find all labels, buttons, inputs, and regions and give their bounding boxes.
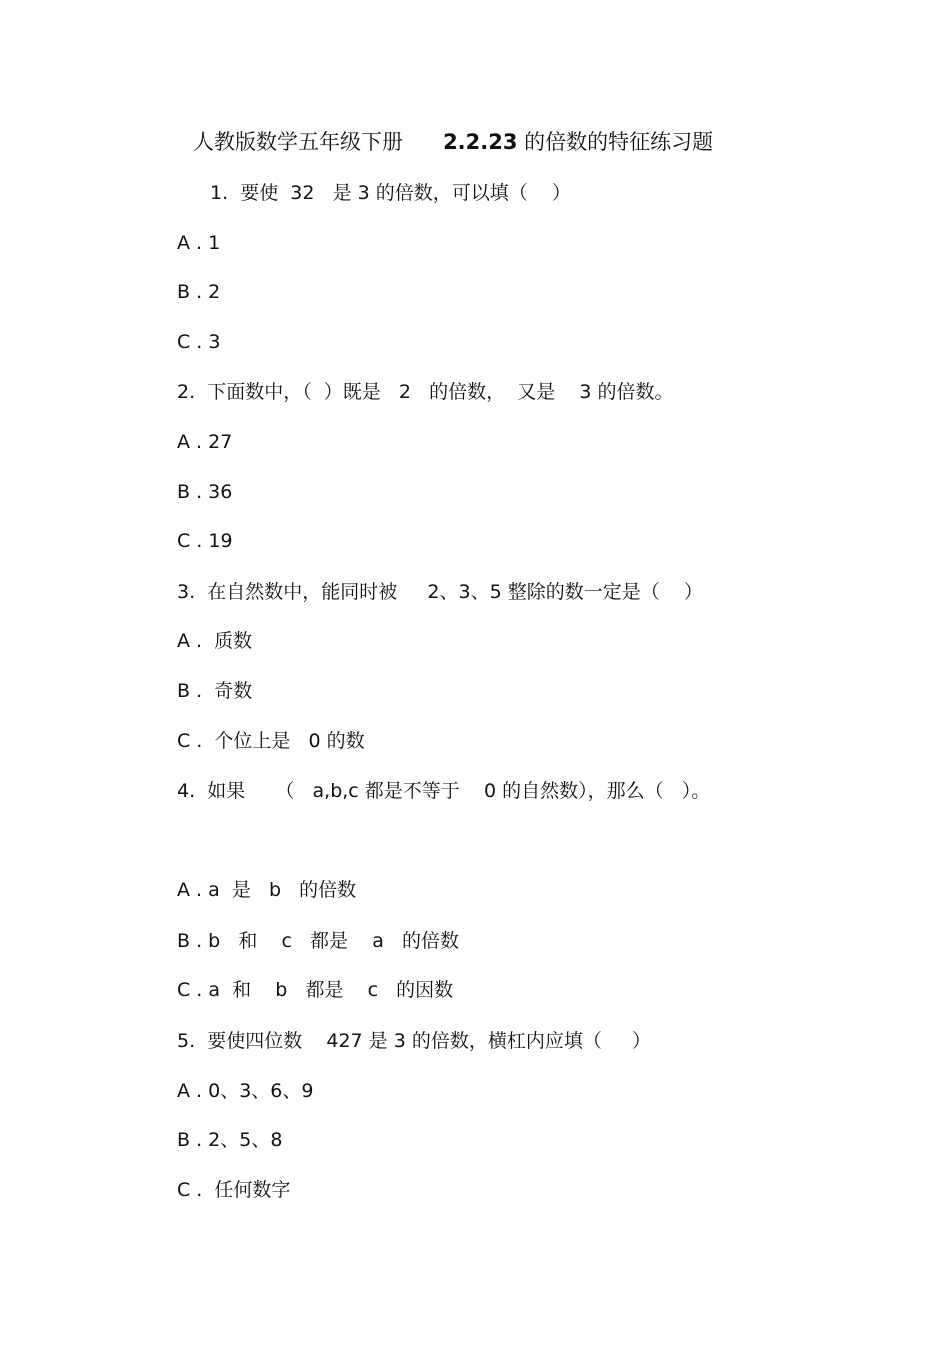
title-prefix: 人教版数学五年级下册: [193, 130, 444, 154]
question-5-option-a: A . 0、3、6、9: [177, 1080, 314, 1102]
question-4-option-c: C . a 和 b 都是 c 的因数: [177, 979, 454, 1001]
question-3-stem: 3. 在自然数中，能同时被 2、3、5 整除的数一定是（ ）: [177, 581, 703, 603]
title-suffix: 的倍数的特征练习题: [517, 130, 714, 154]
question-5-option-c: C . 任何数字: [177, 1179, 291, 1201]
question-3-option-b: B . 奇数: [177, 680, 253, 702]
question-4-option-a: A . a 是 b 的倍数: [177, 879, 357, 901]
question-5-option-b: B . 2、5、8: [177, 1129, 283, 1151]
question-1-option-b: B . 2: [177, 281, 221, 303]
page-title: [193, 129, 713, 155]
question-4-stem: 4. 如果 （ a,b,c 都是不等于 0 的自然数），那么（ ）。: [177, 780, 711, 802]
question-5-stem: 5. 要使四位数 427 是 3 的倍数，横杠内应填（ ）: [177, 1030, 652, 1052]
question-4-option-b: B . b 和 c 都是 a 的倍数: [177, 930, 459, 952]
question-2-option-a: A . 27: [177, 431, 233, 453]
title-number: 2.2.23: [443, 130, 518, 154]
question-3-option-a: A . 质数: [177, 630, 253, 652]
question-1-option-a: A . 1: [177, 232, 221, 254]
question-3-option-c: C . 个位上是 0 的数: [177, 730, 365, 752]
question-2-option-b: B . 36: [177, 481, 233, 503]
question-2-stem: 2. 下面数中，（ ）既是 2 的倍数， 又是 3 的倍数。: [177, 381, 674, 403]
question-2-option-c: C . 19: [177, 530, 233, 552]
question-1-option-c: C . 3: [177, 331, 221, 353]
question-1-stem: 1. 要使 32 是 3 的倍数，可以填（ ）: [210, 182, 571, 204]
